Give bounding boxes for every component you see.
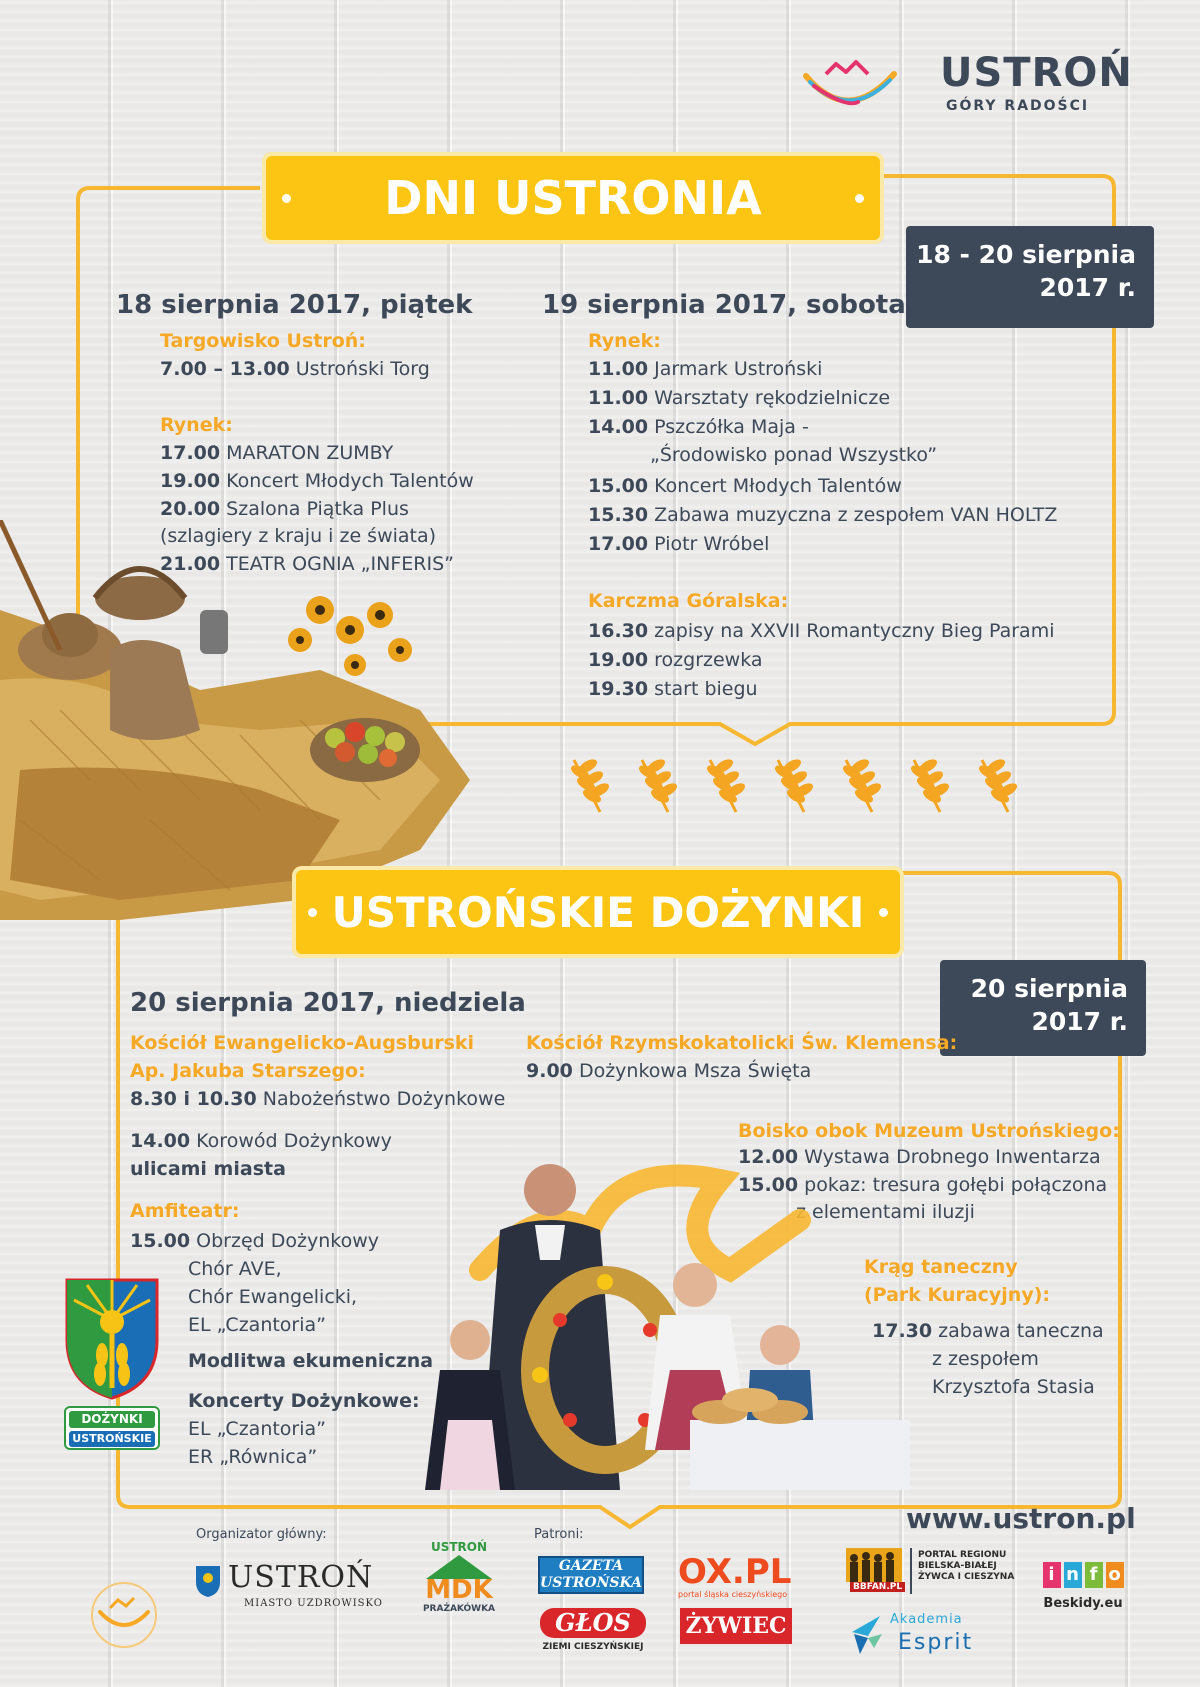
event-line: 14.00 Pszczółka Maja - [588, 416, 809, 438]
section2-date-tag [940, 960, 1146, 1056]
section1-date-tag [906, 226, 1154, 328]
day1-heading: 18 sierpnia 2017, piątek [116, 290, 473, 320]
event-line: z elementami iluzji [796, 1201, 975, 1223]
esprit-line1: Akademia [890, 1612, 963, 1627]
day2-venue2: Karczma Góralska: [588, 590, 789, 612]
glos-logo[interactable] [540, 1608, 646, 1656]
oxpl-main: OX.PL [678, 1552, 792, 1592]
info-letter: o [1106, 1562, 1124, 1588]
event-line: 15.00 Obrzęd Dożynkowy [130, 1230, 379, 1252]
ustron-crest-icon [194, 1564, 222, 1598]
wheat-icon [977, 757, 1019, 812]
badge-bottom: USTROŃSKIE [69, 1431, 155, 1447]
venue-catholic: Kościół Rzymskokatolicki Św. Klemensa: [526, 1032, 958, 1054]
event-line: (szlagiery z kraju i ze świata) [160, 525, 437, 547]
footer-mark-icon [82, 1582, 166, 1648]
venue-boisko: Boisko obok Muzeum Ustrońskiego: [738, 1120, 1120, 1142]
info-caption: Beskidy.eu [1043, 1596, 1123, 1611]
event-line: Modlitwa ekumeniczna [188, 1350, 434, 1372]
oxpl-sub: portal śląska cieszyńskiego [678, 1590, 788, 1599]
bbfan-crowd-icon [846, 1548, 902, 1582]
info-beskidy-logo[interactable] [1040, 1562, 1126, 1630]
event-line: 17.00 MARATON ZUMBY [160, 442, 394, 464]
badge-top: DOŻYNKI [69, 1411, 155, 1428]
wheat-icon [569, 757, 611, 812]
day2-heading: 19 sierpnia 2017, sobota [542, 290, 906, 320]
section1-banner-title: DNI USTRONIA [384, 171, 762, 225]
event-line: 8.30 i 10.30 Nabożeństwo Dożynkowe [130, 1088, 506, 1110]
wheat-icon [705, 757, 747, 812]
event-line: Chór Ewangelicki, [188, 1286, 358, 1308]
event-line: 9.00 Dożynkowa Msza Święta [526, 1060, 812, 1082]
wheat-icon [773, 757, 815, 812]
event-line: 19.30 start biegu [588, 678, 758, 700]
event-line: 21.00 TEATR OGNIA „INFERIS” [160, 553, 454, 575]
banner-dot [282, 194, 291, 203]
organizer-logo-sub: MIASTO UZDROWISKO [244, 1598, 383, 1609]
venue-evangelical-line2: Ap. Jakuba Starszego: [130, 1060, 366, 1082]
gazeta-line2: USTROŃSKA [540, 1575, 642, 1591]
glos-main: GŁOS [540, 1608, 646, 1638]
bbfan-name: BBFAN.PL [850, 1582, 905, 1592]
event-line: Chór AVE, [188, 1258, 282, 1280]
event-line: 11.00 Jarmark Ustroński [588, 358, 823, 380]
event-line: 17.00 Piotr Wróbel [588, 533, 770, 555]
day3-heading: 20 sierpnia 2017, niedziela [130, 988, 526, 1018]
info-letter: n [1064, 1562, 1082, 1588]
banner-dot [879, 908, 888, 917]
banner-dot [308, 908, 317, 917]
logo-title: USTROŃ [940, 50, 1133, 96]
event-line: EL „Czantoria” [188, 1418, 327, 1440]
event-line: 11.00 Warsztaty rękodzielnicze [588, 387, 891, 409]
logo-subtitle: GÓRY RADOŚCI [946, 98, 1090, 114]
mdk-sub: PRAŻAKÓWKA [422, 1604, 496, 1614]
info-letter: f [1085, 1562, 1103, 1588]
info-letters [1040, 1562, 1126, 1588]
oxpl-logo[interactable] [678, 1554, 828, 1598]
event-line: ulicami miasta [130, 1158, 286, 1180]
event-line: EL „Czantoria” [188, 1314, 327, 1336]
wheat-icon [841, 757, 883, 812]
date-line: 20 sierpnia [970, 974, 1128, 1003]
esprit-bird-icon [850, 1612, 884, 1656]
event-line: z zespołem [932, 1348, 1039, 1370]
event-line: 7.00 – 13.00 Ustroński Torg [160, 358, 430, 380]
event-line: „Środowisko ponad Wszystko” [650, 444, 938, 466]
banner-dot [855, 194, 864, 203]
event-line: 14.00 Korowód Dożynkowy [130, 1130, 392, 1152]
mdk-top: USTROŃ [430, 1540, 488, 1554]
wheat-row [566, 756, 1036, 818]
dozynki-badge [64, 1406, 160, 1450]
event-line: Koncerty Dożynkowe: [188, 1390, 420, 1412]
event-line: 12.00 Wystawa Drobnego Inwentarza [738, 1146, 1101, 1168]
organizer-logo-name: USTROŃ [228, 1560, 374, 1595]
event-line: 15.00 Koncert Młodych Talentów [588, 475, 902, 497]
venue-evangelical: Kościół Ewangelicko-Augsburski [130, 1032, 475, 1054]
date-line: 18 - 20 sierpnia [916, 240, 1136, 269]
event-line: 20.00 Szalona Piątka Plus [160, 498, 409, 520]
event-line: 15.00 pokaz: tresura gołębi połączona [738, 1174, 1108, 1196]
organizer-label: Organizator główny: [196, 1527, 327, 1542]
section1-banner [262, 152, 884, 244]
venue-krag-line2: (Park Kuracyjny): [864, 1284, 1051, 1306]
patrons-label: Patroni: [534, 1527, 584, 1542]
date-line: 2017 r. [1039, 273, 1136, 302]
info-letter: i [1043, 1562, 1061, 1588]
wheat-icon [637, 757, 679, 812]
zywiec-logo[interactable]: ŻYWIEC [680, 1608, 792, 1644]
mdk-main: MDK [425, 1575, 493, 1605]
logo-smile-icon [798, 56, 900, 116]
organizer-logo[interactable] [194, 1560, 394, 1616]
dozynki-coat-of-arms [62, 1270, 162, 1400]
event-line: 15.30 Zabawa muzyczna z zespołem VAN HOLTZ [588, 504, 1058, 526]
section2-banner [292, 866, 904, 958]
venue-amfiteatr: Amfiteatr: [130, 1200, 240, 1222]
section2-banner-title: USTROŃSKIE DOŻYNKI [331, 887, 865, 937]
bbfan-divider [910, 1548, 912, 1594]
day2-venue1: Rynek: [588, 330, 661, 352]
logo-mark [798, 56, 900, 116]
gazeta-ustronska-logo[interactable] [538, 1556, 644, 1594]
event-line: 19.00 Koncert Młodych Talentów [160, 470, 474, 492]
venue-krag: Krąg taneczny [864, 1256, 1018, 1278]
day1-venue2: Rynek: [160, 414, 233, 436]
event-line: ER „Równica” [188, 1446, 318, 1468]
website-link[interactable]: www.ustron.pl [906, 1502, 1136, 1535]
event-line: 16.30 zapisy na XXVII Romantyczny Bieg Parami [588, 620, 1055, 642]
esprit-line2: Esprit [898, 1630, 974, 1655]
bbfan-text: PORTAL REGIONU BIELSKA-BIAŁEJ ŻYWCA I CIESZYNA [918, 1550, 1015, 1582]
bbfan-logo[interactable] [846, 1548, 1016, 1602]
event-line: 19.00 rozgrzewka [588, 649, 763, 671]
glos-sub: ZIEMI CIESZYŃSKIEJ [542, 1642, 644, 1652]
folk-family-photo [420, 1120, 910, 1490]
date-line: 2017 r. [1031, 1007, 1128, 1036]
day1-venue1: Targowisko Ustroń: [160, 330, 366, 352]
event-line: Krzysztofa Stasia [932, 1376, 1095, 1398]
wheat-icon [909, 757, 951, 812]
mdk-logo[interactable] [418, 1540, 500, 1620]
esprit-logo[interactable] [850, 1612, 1010, 1668]
gazeta-line1: GAZETA [558, 1558, 624, 1574]
event-line: 17.30 zabawa taneczna [872, 1320, 1104, 1342]
